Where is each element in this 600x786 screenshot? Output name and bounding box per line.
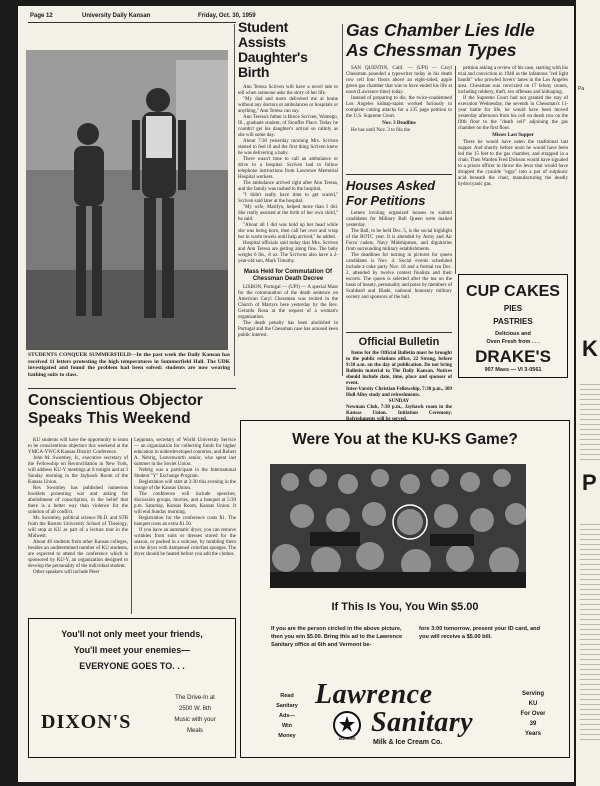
summerfield-photo (26, 50, 228, 350)
objector-p11: Registration for the conference costs $1. The banquet costs an extra $1.50. (134, 516, 236, 527)
objector-p2: John M. Swomley, Jr., executive secretary of the Fellowship on Reconciliation in New York, will address KU-Y meetings at 8 tonight and at 3 Sunday morning in the Jayhawk Room of the Kansas Union. (28, 456, 128, 485)
objector-p7: Leppman, secretary of World University Service — an organization for collecting funds for higher education in underdeveloped countries, and Robert A. Nebrig, Leavenworth senior, who spent last summer in the Soviet Union. (134, 438, 236, 467)
issue-date: Friday, Oct. 30, 1959 (198, 13, 256, 19)
birth-p3: Ann Teresa's father is Bruce Scriven, Wamego, Ill., graduate student, of Stouffer Place. Today he couldn't get his daughter's arrival so calmly as she will some day. (238, 115, 338, 138)
ad-drakes: DRAKE'S (475, 347, 551, 366)
birth-headline: Student Assists Daughter's Birth (238, 19, 308, 80)
objector-p1: KU students will have the opportunity to learn to be conscientious objectors this weekend at the YMCA-YWCA Kansas District Conference. (28, 438, 128, 455)
game-right-5: Years (524, 731, 542, 737)
chessman-p4: petition asking a review of his case, starting with his trial and conviction in 1948 as the infamous "red light bandit" who prowled lovers' lanes in the Los Angeles area. Chessman was convicted on 17 felony counts, including robbery, theft, sex offenses and kidnaping. (458, 66, 568, 95)
chessman-article (346, 20, 568, 60)
houses-headline-1: Houses Asked (346, 178, 436, 193)
mass-p2: The death penalty has been abolished in Portugal and the Chessman case has aroused keen public interest. (238, 321, 338, 338)
caption-lead: STUDENTS CONQUER SUMMERFIELD (28, 352, 131, 358)
birth-p10: Hospital officials said today that Mrs. Scriven and Ann Teresa are getting along fine. The baby weighs 6 lbs., 8 oz. The Scrivens also have a 2-year-old son, Mark Timothy. (238, 241, 338, 264)
dixons-line-1: You'll not only meet your friends, (61, 629, 203, 639)
objector-p5: About 40 students from other Kansas colleges, besides an undetermined number of KU students, are expected to attend the conference which is sponsored by KU-Y, an organization designed to develop the personality of the individual student. (28, 540, 128, 569)
ad-address: 907 Mass — VI 3-0561 (484, 367, 542, 373)
objector-col-1 (28, 438, 128, 576)
dixons-brand: DIXON'S (41, 711, 132, 733)
paper-name: University Daily Kansan (82, 13, 151, 19)
dixons-side-3: Music with your (174, 717, 216, 723)
dixons-side-1: The Drive-In at (175, 695, 215, 701)
all-star-label: ALL STAR (338, 737, 356, 741)
chessman-p5: If the Supreme Court had not granted the stay of execution Wednesday, the seventh in Chessman's 11-year battle for life, he would have been moved yesterday afternoon from his cell on death row on the fifth floor to the "death cell" adjoining the gas chamber on the first floor. (458, 96, 568, 131)
column-rule (131, 438, 132, 614)
houses-headline-2: For Petitions (346, 193, 426, 208)
ad-pies: PIES (503, 304, 523, 313)
houses-p1: Letters inviting organized houses to submit candidates for Military Ball Queen were mailed yesterday. (346, 211, 452, 228)
houses-p2: The Ball, to be held Dec. 5, is the social highlight of the ROTC year. It is attended by Army and Air Force cadets, Navy Midshipmen, and dignitaries from surrounding military establishments. (346, 229, 452, 252)
dixons-line-2: You'll meet your enemies— (73, 645, 191, 655)
bulletin-headline: Official Bulletin (358, 336, 440, 348)
game-right-4: 39 (529, 721, 537, 727)
dixons-details (159, 693, 231, 737)
birth-p4: About 7:30 yesterday morning Mrs. Scriven started to feel ill and the first thing Scriven knew he was delivering a baby. (238, 139, 338, 156)
birth-article (238, 20, 338, 339)
chessman-headline-1: Gas Chamber Lies Idle (346, 20, 535, 40)
game-tagline: Milk & Ice Cream Co. (373, 739, 443, 746)
houses-p3: The deadlines for turning in pictures for queen candidates is Nov. 4. Social events scheduled include a coke party Nov. 18 and a formal tea Dec. 2, attended by twelve contest finalists and their escorts. The queen is selected after the tea on the basis of beauty, personality and poise by members of Scabbard and Blade, national honorary military society and sponsors of the ball. (346, 253, 452, 300)
bulletin-item-1: Inter-Varsity Christian Fellowship, 7:30 p.m., 309 Hull Alley study and refreshments. (346, 387, 452, 398)
dixons-side-2: 2500 W. 6th (178, 706, 212, 712)
chessman-subhead-2: Misses Last Supper (492, 133, 534, 138)
game-left-1: Read (280, 693, 294, 699)
objector-headline-2: Speaks This Weekend (28, 410, 191, 427)
birth-p7: "I didn't really have time to get scared," Scriven said later at the hospital. (238, 193, 338, 204)
birth-p6: The ambulance arrived right after Ann Teresa, and the family was rushed to the hospital. (238, 181, 338, 192)
photo-caption (28, 352, 230, 378)
objector-p9: Registration will start at 3:30 this evening in the lounge of the Kansas Union. (134, 480, 236, 491)
section-rule (346, 174, 452, 175)
bulletin-intro: Items for the Official Bulletin must be brought to the public relations office, 22 Strong, before 9:30 a.m. on the day of publication. Do not bring Bulletin material to The Daily Kansan. Notices should include date, time, place and sponsor of event. (346, 351, 452, 386)
bulletin-day: SUNDAY (388, 399, 410, 404)
objector-p12: If you have an automatic dryer, you can remove wrinkles from suits or dresses stored for the season, or packed in a suitcase, by tumbling them in the dryer with dampened colorfast sponges. The dryer should be heated before you add the clothes. (134, 528, 236, 557)
game-subhead: If This Is You, You Win $5.00 (331, 601, 479, 613)
game-left-2: Sanitary (276, 703, 298, 709)
birth-p5: There wasn't time to call an ambulance or drive to a hospital. Scriven had to follow telephone instructions from Lawrence Memorial Hospital workers. (238, 157, 338, 180)
adjacent-page-edge (576, 0, 600, 786)
caption-text: —In the past week the Daily Kansan has received 11 letters protesting the high temperatures in Summerfield Hall. The UDK investigated and found the problem had been solved: students are now wearing bathing suits to class. (28, 352, 230, 378)
mass-p1: LISBON, Portugal — (UPI) — A special Mass for the commutation of the death sentence on American Caryl Chessman was recited in the Church of Martyrs here yesterday by the Rev. Gerardo Rosa at the request of a woman's organization. (238, 285, 338, 320)
mass-headline: Mass Held for Commutation Of Chessman Death Decree (243, 269, 332, 282)
adjacent-headline-2: P (582, 470, 597, 495)
houses-article (346, 178, 452, 301)
game-right-slogan (509, 689, 557, 739)
ad-delicious: Delicious and (495, 331, 531, 337)
chessman-p1: SAN QUENTIN, Calif. — (UPI) — Caryl Chessman pounded a typewriter today in his death row cell four floors above an eight-sided, apple green gas chamber that was to have ended his life at noon (Lawrence time) today. (346, 66, 452, 95)
objector-col-2 (134, 438, 236, 558)
objector-p3: Rex Swomley has published numerous booklets protesting war and asking for abolishment of conscription, in the belief that there is a better way than violence for the solution of all conflict. (28, 486, 128, 515)
section-rule (346, 332, 452, 333)
objector-p8: Nebrig was a participant in the International Student "Y" Exchange Program. (134, 468, 236, 479)
chessman-subhead: Nov. 3 Deadline (382, 121, 416, 126)
chessman-p2: Instead of preparing to die, the twice-condemned Los Angeles kidnap-rapist worked furiously to complete cutting attacks for a 235 page petition to the U.S. Supreme Court. (346, 96, 452, 119)
bulletin (346, 336, 452, 423)
chessman-p3: He has until Nov. 3 to file the (351, 128, 411, 133)
game-headline: Were You at the KU-KS Game? (292, 431, 518, 448)
objector-p4: Mr. Swomley, political science Ph.D. and STB from the Boston University School of Theology, will stop at KU as part of a lecture tour in the Midwest. (28, 516, 128, 539)
birth-p8: "My wife, Marilyn, helped more than I did. She really assisted at the birth of her own child," he said. (238, 205, 338, 222)
objector-headline-1: Conscientious Objector (28, 392, 203, 409)
ad-cupcakes: CUP CAKES (466, 283, 560, 300)
crowd-photo (270, 464, 526, 588)
dixons-line-3: EVERYONE GOES TO. . . (79, 661, 185, 671)
birth-p2: "My dad and mom delivered me at home without any doctors or ambulances or hospitals or anything," Ann Teresa can say. (238, 97, 338, 114)
birth-p1: Ann Teresa Scriven will have a novel tale to tell when someone asks the story of her life. (238, 85, 338, 96)
dixons-ad (28, 618, 236, 758)
column-rule (455, 66, 456, 274)
game-right-2: KU (528, 701, 538, 707)
game-brand-bottom: Sanitary (371, 707, 474, 738)
game-left-slogan (265, 691, 309, 741)
page-number: Page 12 (30, 13, 53, 19)
game-right-3: For Over (520, 711, 546, 717)
column-rule (234, 24, 235, 376)
drakes-ad (458, 274, 568, 378)
ad-pastries: PASTRIES (493, 317, 533, 326)
column-rule (342, 24, 343, 376)
dixons-side-4: Meals (186, 728, 203, 734)
section-rule (28, 388, 236, 389)
adjacent-text (580, 520, 600, 740)
objector-p6: Other speakers will include Peter (33, 570, 100, 575)
game-left-3: Ads— (279, 713, 295, 719)
objector-article (28, 392, 238, 428)
chessman-col-1 (346, 66, 452, 134)
chessman-p6: There he would have eaten the traditional last supper. And shortly before noon he would have been led the 15 feet to the gas chamber, and strapped in a chair. Then Warden Fred Dickson would have signaled to a prison officer to throw the lever that would have dropped the cyanide "eggs" into a pot of sulphuric acid beneath the chair, manufacturing the deadly hydrocyanic gas. (458, 140, 568, 187)
chessman-col-2 (458, 66, 568, 188)
adjacent-page-number: Pa (578, 86, 585, 92)
game-left-4: Win (281, 723, 293, 729)
game-left-5: Money (278, 733, 296, 739)
newspaper-page (18, 6, 574, 782)
game-brand-top: Lawrence (315, 679, 433, 710)
adjacent-text (580, 380, 600, 460)
objector-p10: The conference will include speeches, discussion groups, movies, and a banquet at 5:30 p.m. Saturday, Kansas Room, Kansas Union. It will end Sunday morning. (134, 492, 236, 515)
game-body-right: fore 3:00 tomorrow, present your ID card, and you will receive a $5.00 bill. (419, 626, 541, 640)
masthead-rule (28, 22, 236, 23)
adjacent-headline-1: K (582, 336, 598, 361)
game-body-left: If you are the person circled in the above picture, then you win $5.00. Bring this ad to the Lawrence Sanitary office at 6th and Vermont be- (271, 626, 403, 648)
all-star-icon (333, 711, 361, 739)
ad-oven-fresh: Oven Fresh from . . . (486, 339, 540, 345)
chessman-headline-2: As Chessman Types (346, 40, 517, 60)
bulletin-item-2: Newman Club, 7:30 p.m., Jayhawk room in the Kansas Union. Initiation Ceremony. (346, 405, 452, 416)
birth-p9: "About all I did was hold up her head while she was being born, then call her over and wrap her in warm towels until help arrived," he added. (238, 223, 338, 240)
game-right-1: Serving (521, 691, 544, 697)
